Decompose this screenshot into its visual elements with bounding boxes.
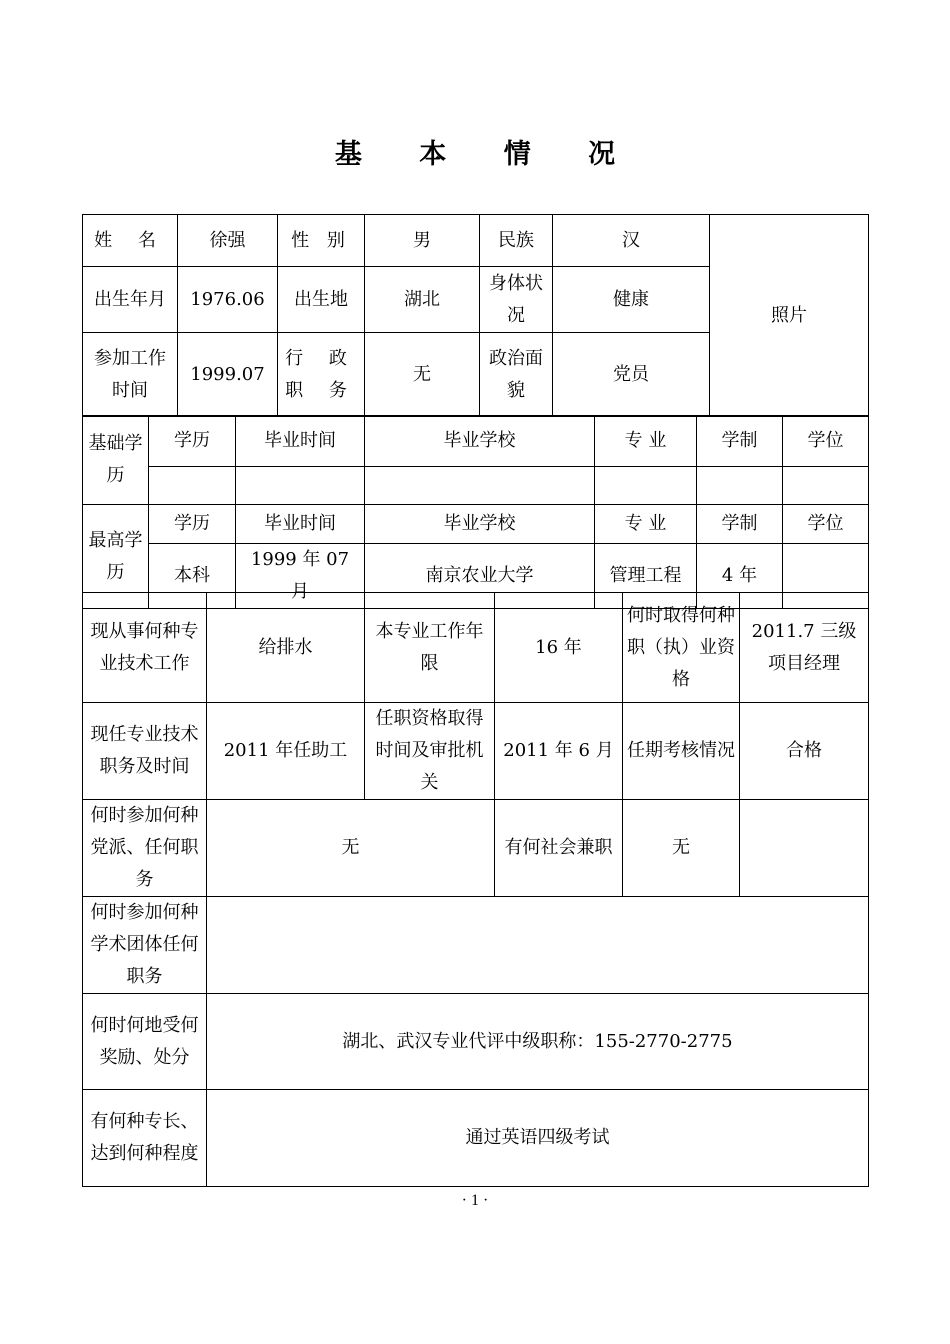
basic-edu-header: 专 业 [595, 416, 697, 467]
page-number: · 1 · [461, 1192, 489, 1209]
basic-edu-header: 学位 [783, 416, 869, 467]
education-table [82, 415, 869, 609]
basic-edu-header: 学历 [149, 416, 236, 467]
highest-edu-header: 专 业 [595, 505, 697, 544]
political-value: 党员 [553, 333, 710, 417]
highest-edu-header: 学历 [149, 505, 236, 544]
basic-edu-value [149, 467, 236, 505]
ethnicity-value: 汉 [553, 215, 710, 267]
party-value: 无 [207, 800, 495, 897]
awards-value: 湖北、武汉专业代评中级职称：155-2770-2775 [207, 994, 869, 1090]
highest-edu-value: 管理工程 [595, 544, 697, 609]
current-title-label: 现任专业技术职务及时间 [83, 703, 207, 800]
qualification-value: 2011.7 三级项目经理 [740, 593, 869, 703]
highest-edu-value: 南京农业大学 [365, 544, 595, 609]
social-post-value: 无 [623, 800, 740, 897]
gender-value: 男 [365, 215, 480, 267]
skills-value: 通过英语四级考试 [207, 1090, 869, 1187]
basic-edu-label: 基础学历 [83, 416, 149, 505]
party-label: 何时参加何种党派、任何职务 [83, 800, 207, 897]
name-value: 徐强 [178, 215, 278, 267]
work-years-value: 16 年 [495, 593, 623, 703]
qualification-label: 何时取得何种职（执）业资格 [623, 593, 740, 703]
basic-edu-header: 毕业时间 [236, 416, 365, 467]
highest-edu-header: 毕业时间 [236, 505, 365, 544]
birth-label: 出生年月 [83, 267, 178, 333]
birth-value: 1976.06 [178, 267, 278, 333]
highest-edu-value: 1999 年 07 月 [236, 544, 365, 609]
name-label: 姓 名 [83, 215, 178, 267]
basic-info-table [82, 214, 869, 417]
work-years-label: 本专业工作年限 [365, 593, 495, 703]
academic-label: 何时参加何种学术团体任何职务 [83, 897, 207, 994]
admin-post-value: 无 [365, 333, 480, 417]
birthplace-label: 出生地 [278, 267, 365, 333]
academic-value [207, 897, 869, 994]
political-label: 政治面貌 [480, 333, 553, 417]
empty-cell [740, 800, 869, 897]
basic-edu-value [783, 467, 869, 505]
current-title-value: 2011 年任助工 [207, 703, 365, 800]
highest-edu-value: 4 年 [697, 544, 783, 609]
basic-edu-header: 毕业学校 [365, 416, 595, 467]
basic-edu-value [697, 467, 783, 505]
highest-edu-header: 毕业学校 [365, 505, 595, 544]
work-info-table [82, 592, 869, 1187]
gender-label: 性 别 [278, 215, 365, 267]
current-work-value: 给排水 [207, 593, 365, 703]
work-start-value: 1999.07 [178, 333, 278, 417]
ethnicity-label: 民族 [480, 215, 553, 267]
current-work-label: 现从事何种专业技术工作 [83, 593, 207, 703]
birthplace-value: 湖北 [365, 267, 480, 333]
highest-edu-header: 学制 [697, 505, 783, 544]
title-obtain-value: 2011 年 6 月 [495, 703, 623, 800]
admin-post-label: 行 政 职 务 [278, 333, 365, 417]
work-start-label: 参加工作时间 [83, 333, 178, 417]
review-value: 合格 [740, 703, 869, 800]
health-label: 身体状况 [480, 267, 553, 333]
review-label: 任期考核情况 [623, 703, 740, 800]
highest-edu-value: 本科 [149, 544, 236, 609]
social-post-label: 有何社会兼职 [495, 800, 623, 897]
basic-edu-value [236, 467, 365, 505]
skills-label: 有何种专长、达到何种程度 [83, 1090, 207, 1187]
basic-edu-header: 学制 [697, 416, 783, 467]
highest-edu-header: 学位 [783, 505, 869, 544]
health-value: 健康 [553, 267, 710, 333]
title-obtain-label: 任职资格取得时间及审批机关 [365, 703, 495, 800]
awards-label: 何时何地受何奖励、处分 [83, 994, 207, 1090]
highest-edu-label: 最高学历 [83, 505, 149, 609]
photo-cell: 照片 [710, 215, 869, 417]
basic-edu-value [595, 467, 697, 505]
page-title: 基 本 情 况 [334, 139, 640, 170]
basic-edu-value [365, 467, 595, 505]
